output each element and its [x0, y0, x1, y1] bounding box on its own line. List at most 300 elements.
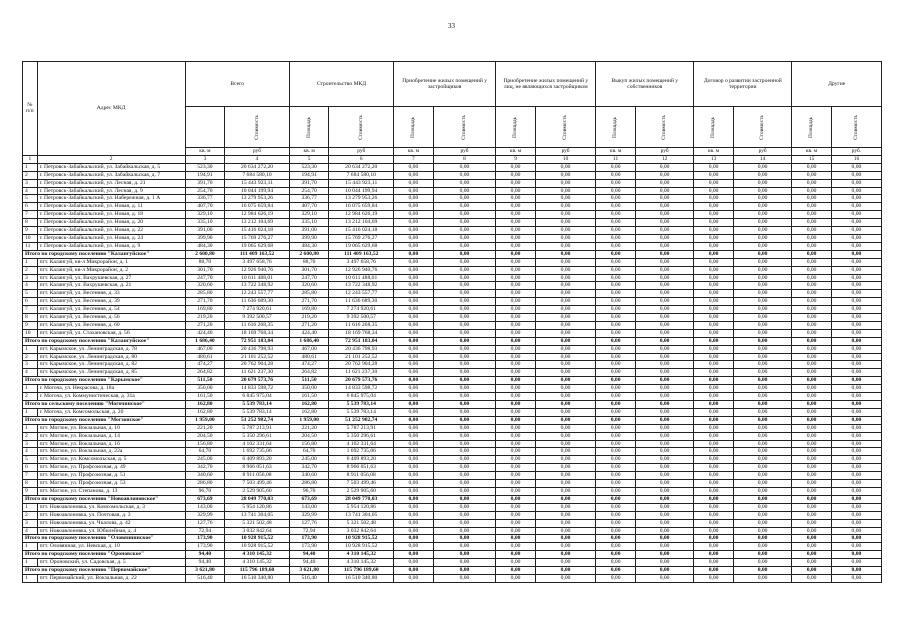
value-cell: 0,00	[733, 535, 791, 543]
value-cell: 96,70	[289, 487, 329, 495]
total-row	[23, 495, 882, 503]
value-cell: 0,00	[596, 345, 636, 353]
value-cell: 88,70	[185, 258, 225, 266]
value-cell: 20 634 272,20	[225, 163, 290, 171]
value-cell: 169,80	[185, 306, 225, 314]
table-row	[23, 543, 882, 551]
value-cell: 391,70	[185, 179, 225, 187]
value-cell: 0,00	[496, 337, 536, 345]
value-cell: 0,00	[596, 227, 636, 235]
value-cell: 0,00	[733, 424, 791, 432]
value-cell: 0,00	[694, 306, 734, 314]
value-cell: 7 503 499,46	[225, 480, 290, 488]
value-cell: 0,00	[733, 377, 791, 385]
value-cell: 0,00	[394, 424, 434, 432]
value-cell: 0,00	[394, 345, 434, 353]
value-cell: 0,00	[394, 211, 434, 219]
value-cell: 0,00	[635, 306, 693, 314]
value-cell: 0,00	[694, 377, 734, 385]
address-cell: пгт. Могзон, ул. Профсоюзная, д. 51	[37, 472, 185, 480]
value-cell: 0,00	[831, 559, 881, 567]
row-number: 2	[23, 266, 38, 274]
value-cell: 342,70	[185, 464, 225, 472]
value-cell: 0,00	[831, 337, 881, 345]
value-cell: 0,00	[535, 290, 595, 298]
value-cell: 0,00	[792, 258, 832, 266]
table-row	[23, 306, 882, 314]
value-cell: 0,00	[694, 424, 734, 432]
value-cell: 127,76	[289, 519, 329, 527]
value-cell: 0,00	[831, 298, 881, 306]
value-cell: 0,00	[831, 456, 881, 464]
value-cell: 0,00	[596, 163, 636, 171]
row-number: 4	[23, 187, 38, 195]
value-cell: 523,30	[289, 163, 329, 171]
unit-cell: руб.	[831, 148, 881, 156]
column-number-cell: 10	[535, 155, 595, 163]
value-cell: 15 416 024,18	[225, 227, 290, 235]
header-group: Выкуп жилых помещений у собственников	[596, 62, 694, 107]
value-cell: 0,00	[831, 511, 881, 519]
value-cell: 286,80	[289, 480, 329, 488]
address-cell: пгт. Могзон, ул. Вокзальная, д. 14	[37, 432, 185, 440]
value-cell: 0,00	[535, 219, 595, 227]
table-row	[23, 472, 882, 480]
row-number: 1	[23, 258, 38, 266]
value-cell: 0,00	[433, 219, 496, 227]
row-number: 6	[23, 203, 38, 211]
value-cell: 7 274 920,61	[225, 306, 290, 314]
value-cell: 15 443 923,11	[225, 179, 290, 187]
page-number: 33	[448, 22, 455, 30]
value-cell: 0,00	[596, 503, 636, 511]
value-cell: 0,00	[635, 250, 693, 258]
value-cell: 0,00	[596, 282, 636, 290]
value-cell: 88,70	[289, 258, 329, 266]
value-cell: 0,00	[694, 353, 734, 361]
value-cell: 0,00	[831, 464, 881, 472]
value-cell: 0,00	[596, 187, 636, 195]
value-cell: 19 065 629,68	[225, 242, 290, 250]
value-cell: 0,00	[394, 242, 434, 250]
value-cell: 10 928 915,52	[329, 535, 394, 543]
value-cell: 0,00	[635, 321, 693, 329]
value-cell: 173,90	[185, 543, 225, 551]
value-cell: 0,00	[535, 543, 595, 551]
value-cell: 0,00	[535, 282, 595, 290]
table-row	[23, 432, 882, 440]
value-cell: 0,00	[535, 250, 595, 258]
value-cell: 3 497 658,76	[225, 258, 290, 266]
value-cell: 0,00	[394, 234, 434, 242]
value-cell: 3 621,80	[289, 567, 329, 575]
value-cell: 0,00	[596, 361, 636, 369]
value-cell: 0,00	[694, 163, 734, 171]
value-cell: 0,00	[535, 266, 595, 274]
value-cell: 0,00	[733, 393, 791, 401]
value-cell: 0,00	[831, 369, 881, 377]
value-cell: 391,00	[289, 227, 329, 235]
value-cell: 0,00	[596, 258, 636, 266]
value-cell: 0,00	[733, 179, 791, 187]
subheader-cell: Площадь	[596, 107, 636, 148]
address-cell: г. Петровск-Забайкальский, ул. Новая, д. 18	[37, 211, 185, 219]
value-cell: 0,00	[433, 258, 496, 266]
value-cell: 0,00	[433, 574, 496, 582]
value-cell: 0,00	[733, 448, 791, 456]
value-cell: 11 636 689,30	[329, 298, 394, 306]
value-cell: 0,00	[496, 211, 536, 219]
value-cell: 13 722 348,92	[225, 282, 290, 290]
total-row	[23, 567, 882, 575]
value-cell: 162,80	[289, 408, 329, 416]
value-cell: 0,00	[496, 321, 536, 329]
value-cell: 0,00	[433, 227, 496, 235]
value-cell: 20 762 904,28	[329, 361, 394, 369]
value-cell: 1 692 735,06	[225, 448, 290, 456]
value-cell: 0,00	[535, 377, 595, 385]
value-cell: 13 279 953,26	[329, 195, 394, 203]
value-cell: 0,00	[496, 472, 536, 480]
value-cell: 0,00	[596, 234, 636, 242]
value-cell: 0,00	[596, 464, 636, 472]
value-cell: 64,70	[289, 448, 329, 456]
value-cell: 0,00	[792, 377, 832, 385]
value-cell: 0,00	[694, 361, 734, 369]
value-cell: 0,00	[394, 567, 434, 575]
value-cell: 0,00	[394, 171, 434, 179]
value-cell: 4 310 145,32	[329, 551, 394, 559]
table-row	[23, 345, 882, 353]
value-cell: 0,00	[792, 266, 832, 274]
value-cell: 0,00	[394, 290, 434, 298]
value-cell: 391,00	[185, 227, 225, 235]
value-cell: 0,00	[394, 464, 434, 472]
row-number: 11	[23, 242, 38, 250]
value-cell: 0,00	[792, 282, 832, 290]
value-cell: 0,00	[831, 234, 881, 242]
value-cell: 0,00	[496, 511, 536, 519]
value-cell: 0,00	[433, 203, 496, 211]
value-cell: 0,00	[535, 171, 595, 179]
value-cell: 0,00	[694, 567, 734, 575]
value-cell: 13 212 104,69	[225, 219, 290, 227]
value-cell: 0,00	[831, 432, 881, 440]
table-row	[23, 321, 882, 329]
value-cell: 264,82	[185, 369, 225, 377]
row-number: 3	[23, 179, 38, 187]
value-cell: 0,00	[694, 219, 734, 227]
value-cell: 329,99	[185, 511, 225, 519]
value-cell: 0,00	[694, 574, 734, 582]
value-cell: 0,00	[496, 567, 536, 575]
address-cell: пгт. Калангуй, ул. Стахановская, д. 56	[37, 329, 185, 337]
value-cell: 0,00	[792, 487, 832, 495]
value-cell: 0,00	[694, 179, 734, 187]
table-row	[23, 211, 882, 219]
value-cell: 0,00	[535, 480, 595, 488]
value-cell: 2 529 905,60	[329, 487, 394, 495]
value-cell: 0,00	[433, 306, 496, 314]
value-cell: 10 611 488,01	[329, 274, 394, 282]
value-cell: 0,00	[433, 519, 496, 527]
value-cell: 511,50	[185, 377, 225, 385]
value-cell: 0,00	[694, 456, 734, 464]
value-cell: 16 510 340,80	[225, 574, 290, 582]
value-cell: 0,00	[433, 551, 496, 559]
value-cell: 0,00	[535, 306, 595, 314]
value-cell: 10 044 199,94	[225, 187, 290, 195]
value-cell: 0,00	[394, 377, 434, 385]
value-cell: 111 409 163,52	[329, 250, 394, 258]
value-cell: 0,00	[635, 440, 693, 448]
value-cell: 0,00	[496, 306, 536, 314]
value-cell: 4 310 145,32	[329, 559, 394, 567]
value-cell: 264,82	[289, 369, 329, 377]
value-cell: 320,60	[185, 282, 225, 290]
row-number: 10	[23, 329, 38, 337]
value-cell: 0,00	[792, 527, 832, 535]
address-cell: пгт. Могзон, ул. Вокзальная, д. 10	[37, 424, 185, 432]
value-cell: 6 845 975,04	[329, 393, 394, 401]
value-cell: 0,00	[831, 203, 881, 211]
row-number: 8	[23, 480, 38, 488]
value-cell: 0,00	[635, 448, 693, 456]
value-cell: 0,00	[635, 480, 693, 488]
value-cell: 271,70	[185, 298, 225, 306]
value-cell: 0,00	[496, 314, 536, 322]
value-cell: 0,00	[394, 527, 434, 535]
value-cell: 0,00	[433, 543, 496, 551]
value-cell: 0,00	[596, 306, 636, 314]
value-cell: 0,00	[635, 503, 693, 511]
value-cell: 0,00	[535, 416, 595, 424]
value-cell: 285,80	[289, 290, 329, 298]
value-cell: 7 274 920,61	[329, 306, 394, 314]
unit-cell: руб	[635, 148, 693, 156]
value-cell: 0,00	[831, 480, 881, 488]
value-cell: 0,00	[433, 432, 496, 440]
value-cell: 0,00	[831, 219, 881, 227]
value-cell: 0,00	[792, 551, 832, 559]
value-cell: 0,00	[433, 321, 496, 329]
row-number: 9	[23, 321, 38, 329]
column-number-cell: 2	[37, 155, 185, 163]
value-cell: 407,70	[289, 203, 329, 211]
table-row	[23, 464, 882, 472]
value-cell: 7 684 580,10	[329, 171, 394, 179]
value-cell: 0,00	[496, 377, 536, 385]
value-cell: 14 833 598,72	[329, 385, 394, 393]
value-cell: 0,00	[433, 171, 496, 179]
value-cell: 0,00	[792, 211, 832, 219]
value-cell: 0,00	[635, 345, 693, 353]
subheader-cell: Площадь	[792, 107, 832, 148]
row-number: 1	[23, 424, 38, 432]
value-cell: 0,00	[635, 511, 693, 519]
row-number: 3	[23, 274, 38, 282]
value-cell: 0,00	[496, 551, 536, 559]
value-cell: 0,00	[635, 282, 693, 290]
value-cell: 0,00	[733, 503, 791, 511]
value-cell: 20 436 798,93	[329, 345, 394, 353]
subheader-cell: Стоимость	[635, 107, 693, 148]
value-cell: 0,00	[433, 456, 496, 464]
value-cell: 0,00	[596, 195, 636, 203]
value-cell: 0,00	[792, 361, 832, 369]
value-cell: 0,00	[733, 306, 791, 314]
value-cell: 484,30	[289, 242, 329, 250]
value-cell: 0,00	[394, 519, 434, 527]
value-cell: 0,00	[694, 432, 734, 440]
value-cell: 0,00	[792, 187, 832, 195]
value-cell: 4 102 331,64	[225, 440, 290, 448]
value-cell: 0,00	[792, 401, 832, 409]
value-cell: 0,00	[733, 345, 791, 353]
value-cell: 480,61	[185, 353, 225, 361]
value-cell: 0,00	[535, 242, 595, 250]
value-cell: 20 679 573,76	[225, 377, 290, 385]
value-cell: 0,00	[596, 211, 636, 219]
value-cell: 161,50	[185, 393, 225, 401]
value-cell: 0,00	[733, 527, 791, 535]
value-cell: 350,00	[185, 385, 225, 393]
address-cell: пгт. Первомайский, ул. Вокзальная, д. 22	[37, 574, 185, 582]
value-cell: 0,00	[635, 195, 693, 203]
value-cell: 0,00	[496, 274, 536, 282]
value-cell: 0,00	[535, 314, 595, 322]
value-cell: 0,00	[394, 314, 434, 322]
value-cell: 0,00	[394, 187, 434, 195]
row-number: 1	[23, 559, 38, 567]
value-cell: 0,00	[433, 250, 496, 258]
value-cell: 0,00	[394, 282, 434, 290]
value-cell: 0,00	[496, 203, 536, 211]
value-cell: 20 679 573,76	[329, 377, 394, 385]
value-cell: 1 686,40	[185, 337, 225, 345]
value-cell: 0,00	[496, 487, 536, 495]
value-cell: 0,00	[733, 195, 791, 203]
value-cell: 0,00	[394, 298, 434, 306]
value-cell: 162,80	[185, 408, 225, 416]
value-cell: 4 102 331,64	[329, 440, 394, 448]
value-cell: 13 741 304,05	[225, 511, 290, 519]
row-number: 1	[23, 408, 38, 416]
header-group: Другие	[792, 62, 882, 107]
value-cell: 0,00	[596, 535, 636, 543]
value-cell: 0,00	[596, 424, 636, 432]
value-cell: 301,70	[185, 266, 225, 274]
value-cell: 0,00	[635, 242, 693, 250]
header-group: Приобретение жилых помещений у застройщиков	[394, 62, 496, 107]
value-cell: 0,00	[535, 535, 595, 543]
value-cell: 474,27	[289, 361, 329, 369]
value-cell: 0,00	[596, 401, 636, 409]
value-cell: 0,00	[535, 195, 595, 203]
total-label: Итого по городскому поселению "Калангуйское"	[23, 250, 186, 258]
value-cell: 0,00	[733, 234, 791, 242]
address-cell: пгт. Калангуй, ул. Весенняя, д. 33	[37, 290, 185, 298]
value-cell: 0,00	[635, 559, 693, 567]
value-cell: 0,00	[535, 321, 595, 329]
value-cell: 0,00	[535, 487, 595, 495]
header-group: Всего	[185, 62, 289, 107]
value-cell: 0,00	[433, 274, 496, 282]
value-cell: 173,90	[289, 535, 329, 543]
value-cell: 219,20	[185, 314, 225, 322]
address-cell: г. Могоча, ул. Коммунистическая, д. 31а	[37, 393, 185, 401]
value-cell: 0,00	[535, 559, 595, 567]
value-cell: 0,00	[792, 472, 832, 480]
value-cell: 0,00	[733, 163, 791, 171]
value-cell: 5 321 502,48	[329, 519, 394, 527]
value-cell: 0,00	[831, 543, 881, 551]
value-cell: 0,00	[496, 227, 536, 235]
value-cell: 143,00	[289, 503, 329, 511]
value-cell: 0,00	[496, 179, 536, 187]
value-cell: 5 539 783,14	[329, 408, 394, 416]
value-cell: 0,00	[433, 234, 496, 242]
value-cell: 0,00	[792, 432, 832, 440]
value-cell: 0,00	[394, 472, 434, 480]
value-cell: 0,00	[733, 171, 791, 179]
value-cell: 0,00	[394, 416, 434, 424]
value-cell: 143,00	[185, 503, 225, 511]
value-cell: 15 416 024,18	[329, 227, 394, 235]
value-cell: 0,00	[733, 227, 791, 235]
value-cell: 0,00	[433, 503, 496, 511]
value-cell: 0,00	[694, 480, 734, 488]
value-cell: 0,00	[596, 353, 636, 361]
address-cell: пгт. Калангуй, ул. Весенняя, д. 54	[37, 306, 185, 314]
table-row	[23, 258, 882, 266]
header-group: Договор о развитии застроенной территории	[694, 62, 792, 107]
value-cell: 0,00	[535, 385, 595, 393]
address-cell: пгт. Новоавлоновка, ул. Чкалова, д. 42	[37, 519, 185, 527]
value-cell: 0,00	[694, 227, 734, 235]
value-cell: 0,00	[433, 337, 496, 345]
value-cell: 12 984 626,19	[225, 211, 290, 219]
row-number: 3	[23, 519, 38, 527]
value-cell: 173,90	[185, 535, 225, 543]
total-label: Итого по городскому поселению "Могзонское"	[23, 416, 186, 424]
value-cell: 0,00	[433, 448, 496, 456]
unit-cell: кв. м	[496, 148, 536, 156]
value-cell: 0,00	[792, 242, 832, 250]
value-cell: 0,00	[733, 543, 791, 551]
value-cell: 0,00	[596, 456, 636, 464]
value-cell: 0,00	[535, 227, 595, 235]
address-cell: г. Петровск-Забайкальский, ул. Новая, д. 20	[37, 219, 185, 227]
value-cell: 399,90	[289, 234, 329, 242]
value-cell: 0,00	[733, 495, 791, 503]
value-cell: 0,00	[635, 227, 693, 235]
value-cell: 511,50	[289, 377, 329, 385]
total-row	[23, 337, 882, 345]
value-cell: 0,00	[596, 551, 636, 559]
value-cell: 399,90	[185, 234, 225, 242]
value-cell: 0,00	[394, 163, 434, 171]
column-number-cell: 8	[433, 155, 496, 163]
value-cell: 0,00	[635, 495, 693, 503]
value-cell: 0,00	[394, 329, 434, 337]
row-number: 4	[23, 448, 38, 456]
value-cell: 5 539 783,14	[329, 401, 394, 409]
value-cell: 0,00	[535, 353, 595, 361]
row-number: 3	[23, 361, 38, 369]
row-number: 2	[23, 353, 38, 361]
value-cell: 10 928 915,52	[225, 543, 290, 551]
